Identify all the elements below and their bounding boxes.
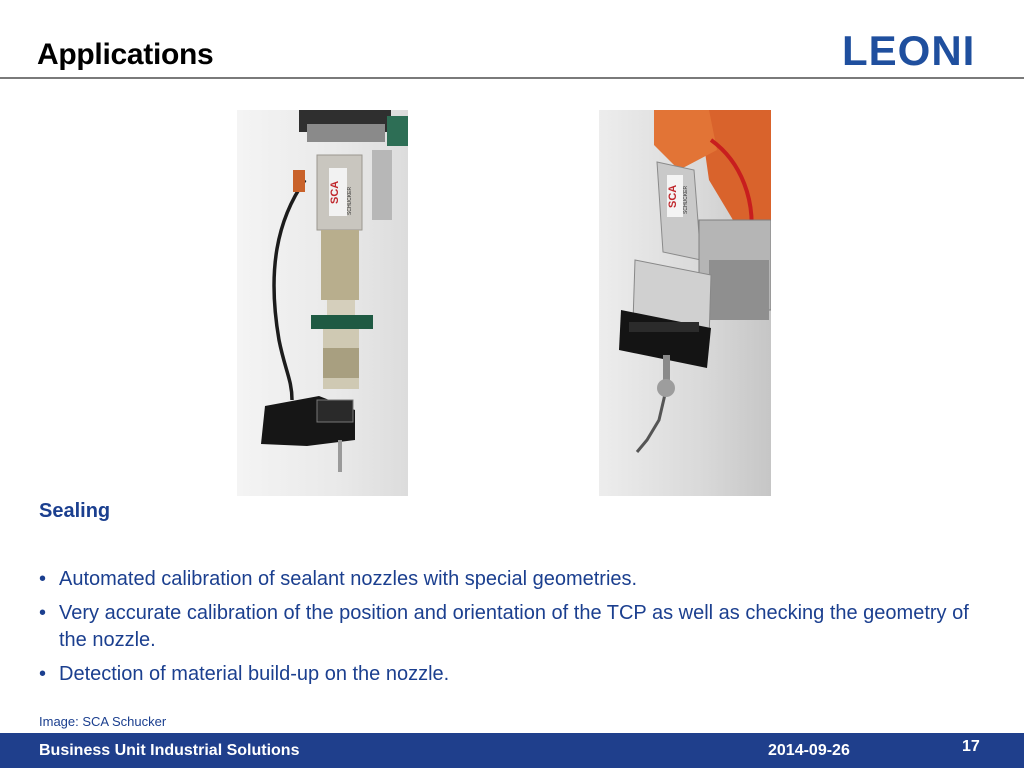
- bullet-text: Detection of material build-up on the nozzle.: [59, 663, 450, 685]
- footer-business-unit: Business Unit Industrial Solutions: [39, 742, 300, 759]
- sealing-tool-photo-1: [237, 110, 408, 496]
- footer-bar: [0, 733, 1024, 768]
- bullet-marker: •: [39, 568, 47, 590]
- bullet-item: [39, 600, 989, 654]
- photo-1-brand-label: SCA: [329, 180, 341, 204]
- bullet-list: [39, 566, 989, 695]
- photo-2-brand-sublabel: SCHUCKER: [683, 185, 689, 214]
- footer-date: 2014-09-26: [768, 742, 850, 759]
- section-heading-sealing: Sealing: [39, 500, 111, 522]
- bullet-item: [39, 661, 989, 688]
- photo-1-brand-sublabel: SCHUCKER: [347, 186, 353, 215]
- leoni-logo: LEONI: [842, 27, 976, 74]
- bullet-text: Very accurate calibration of the position and orientation of the TCP as well as checking the geometry of the nozzle.: [59, 602, 969, 651]
- sealing-tool-photo-2: [599, 110, 771, 496]
- bullet-item: [39, 566, 989, 593]
- bullet-text: Automated calibration of sealant nozzles with special geometries.: [59, 568, 638, 590]
- slide-title: Applications: [37, 38, 214, 71]
- photo-2-brand-label: SCA: [667, 184, 679, 208]
- page-number: 17: [962, 738, 980, 755]
- bullet-marker: •: [39, 663, 47, 685]
- bullet-marker: •: [39, 602, 47, 624]
- title-divider: [0, 77, 1024, 79]
- image-credit: Image: SCA Schucker: [39, 714, 167, 729]
